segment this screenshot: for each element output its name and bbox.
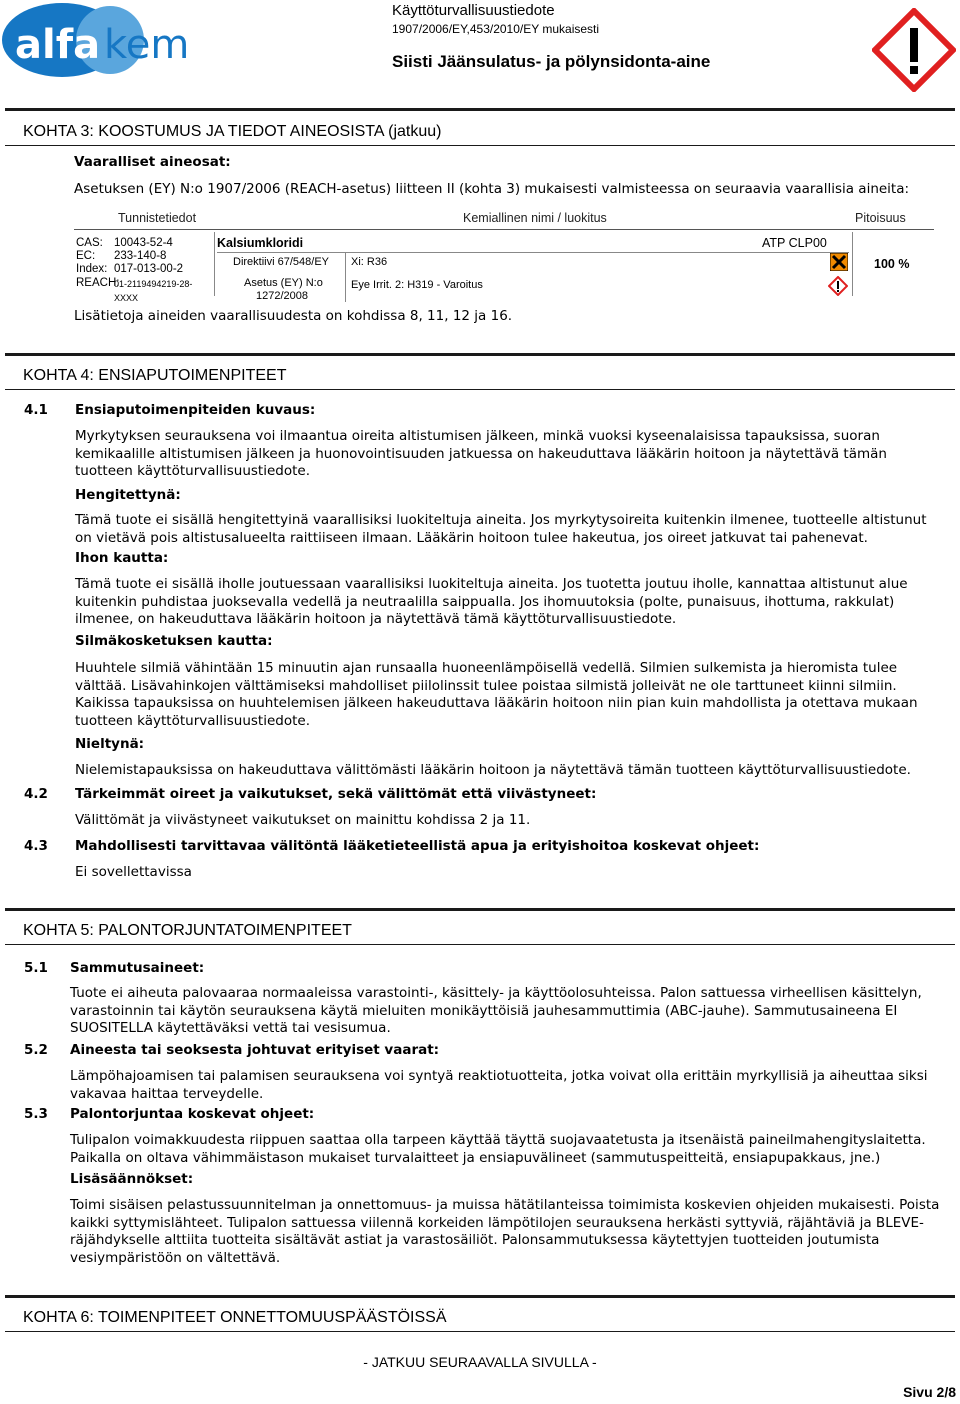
conc-divider: [852, 232, 853, 296]
xi-irritant-icon: [830, 253, 848, 271]
s52-text: Lämpöhajoamisen tai palamisen seurauksena voi syntyä reaktiotuotteita, jotka voivat olla erittäin myrkyllisiä ja aiheuttaa siksi vakavaa haittaa terveydelle.: [70, 1068, 928, 1102]
s43-number: 4.3: [24, 838, 48, 854]
eye-title: Silmäkosketuksen kautta:: [75, 633, 273, 649]
s41-intro: Myrkytyksen seurauksena voi ilmaantua oireita altistumisen jälkeen, minkä vuoksi kyseenalaisissa tapauksissa, suoran kemikaalille altistumisen jälkeen ja huonovointisuuden jatkuessa on hakeuduttava lääkärin hoitoon ja näytettävä tämän tuotteen käyttöturvallisuustiedote.: [75, 428, 887, 479]
header-regulation: 1907/2006/EY,453/2010/EY mukaisesti: [392, 22, 600, 36]
identifiers-box: [74, 232, 215, 303]
col-identifiers: Tunnistetiedot: [118, 211, 197, 225]
class-divider: [345, 252, 346, 302]
header-doc-title: Käyttöturvallisuustiedote: [392, 2, 555, 19]
s42-number: 4.2: [24, 786, 48, 802]
ec-value: 233-140-8: [114, 250, 167, 262]
concentration-value: 100 %: [874, 257, 910, 271]
cas-value: 10043-52-4: [114, 237, 173, 249]
s51-number: 5.1: [24, 960, 48, 976]
index-value: 017-013-00-2: [114, 263, 184, 275]
section3-footnote: Lisätietoja aineiden vaarallisuudesta on kohdissa 8, 11, 12 ja 16.: [74, 308, 513, 324]
skin-text: Tämä tuote ei sisällä iholle joutuessaan vaarallisiksi luokiteltuja aineita. Jos tuotetta joutuu iholle, kannattaa altistunut alue kuitenkin puhdistaa juoksevalla vedellä ja neutraalilla saippualla. Jos ihomuutoksia (polte, punaisuus, ihottuma, rakkulat) ilmenee, on hakeuduttava lääkärin hoitoon ja näytettävä tämä käyttöturvallisuustiedote.: [75, 576, 908, 627]
additional-title: Lisäsäännökset:: [70, 1171, 194, 1187]
clp-label-2: 1272/2008: [256, 290, 308, 302]
additional-text: Toimi sisäisen pelastussuunnitelman ja onnettomuus- ja muissa hätätilanteissa toimimista koskevien ohjeiden mukaisesti. Poista kaikki syttymislähteet. Tulipalon sattuessa viilennä korkeiden lämpötilojen seurauksena herkästi syttyviä, räjähtäviä ja BLEVE-räjähdykselle alttiita tuotteita sisältävät astiat ja varastosäiliöt. Palonsammutuksessa käytettyjen tuotteiden joutumista vesiympäristöön on vältettävä.: [70, 1197, 940, 1266]
eye-text: Huuhtele silmiä vähintään 15 minuutin ajan runsaalla huoneenlämpöisellä vedellä. Silmien sulkemista ja hieromista tulee välttää. Lisävahinkojen välttämiseksi mahdolliset piilolinssit tulee poistaa silmistä jolleivät ne ole tarttuneet kiinni silmiin. Kaikissa tapauksissa on huuhtelemisen jälkeen hakeuduttava lääkärin hoitoon niin pian kuin mahdollista ja otettava mukaan tuotteen käyttöturvallisuustiedote.: [75, 660, 918, 729]
substance-rule: [217, 252, 849, 253]
reach-value: 01-2119494219-28-XXXX: [114, 279, 193, 303]
col-concentration: Pitoisuus: [855, 211, 906, 225]
s51-text: Tuote ei aiheuta palovaaraa normaaleissa varastointi-, käsittely- ja käyttöolosuhteissa. Palon sattuessa virheellisen käsittelyn, varastoinnin tai käytön seurauksena käytä mieluiten monikäyttöisiä jauhesammuttimia (ABC-jauhe). Sammutusaineena EI SUOSITELLA käytettäväksi vettä tai vesisumua.: [70, 985, 922, 1036]
s52-number: 5.2: [24, 1042, 48, 1058]
clp-label-1: Asetus (EY) N:o: [244, 277, 323, 289]
directive-value: Xi: R36: [351, 256, 388, 268]
index-label: Index:: [76, 263, 108, 275]
table-top-rule: [74, 229, 934, 230]
s53-text: Tulipalon voimakkuudesta riippuen saattaa olla tarpeen käyttää täyttä suojavaatetusta ja itsenäistä paineilmahengityslaitetta. Paikalla on oltava vähimmäistason mukaiset turvalaitteet ja ensiapuvälineet (sammutuspeitteitä, ensiapupakkaus, jne.): [70, 1132, 926, 1166]
substance-name: Kalsiumkloridi: [217, 236, 304, 250]
section4-heading: KOHTA 4: ENSIAPUTOIMENPITEET: [5, 353, 955, 390]
s41-title: Ensiaputoimenpiteiden kuvaus:: [75, 402, 316, 418]
directive-label: Direktiivi 67/548/EY: [233, 256, 329, 268]
skin-title: Ihon kautta:: [75, 550, 169, 566]
section3-heading: KOHTA 3: KOOSTUMUS JA TIEDOT AINEOSISTA (jatkuu): [5, 108, 955, 146]
svg-text:kem: kem: [104, 22, 190, 68]
section5-heading: KOHTA 5: PALONTORJUNTATOIMENPITEET: [5, 908, 955, 945]
col-chemical-name: Kemiallinen nimi / luokitus: [463, 211, 607, 225]
s43-title: Mahdollisesti tarvittavaa välitöntä lääketieteellistä apua ja erityishoitoa koskevat ohjeet:: [75, 838, 760, 854]
ec-label: EC:: [76, 250, 96, 262]
company-logo: [0, 0, 200, 80]
ghs-exclamation-small-icon: [828, 276, 848, 296]
s53-title: Palontorjuntaa koskevat ohjeet:: [70, 1106, 315, 1122]
clp-value: Eye Irrit. 2: H319 - Varoitus: [351, 279, 483, 291]
inhalation-text: Tämä tuote ei sisällä hengitettyinä vaarallisiksi luokiteltuja aineita. Jos myrkytysoireita kuitenkin ilmenee, tuotteelle altistunut on vietävä pois altistusalueelta raittiiseen ilmaan. Lääkärin hoitoon tulee hakeutua, jos oireet jatkuvat tai pahenevat.: [75, 512, 927, 546]
s52-title: Aineesta tai seoksesta johtuvat erityiset vaarat:: [70, 1042, 440, 1058]
inhalation-title: Hengitettynä:: [75, 487, 181, 503]
atp-label: ATP CLP00: [762, 236, 827, 250]
section3-subheading: Vaaralliset aineosat:: [74, 154, 231, 170]
section3-intro: Asetuksen (EY) N:o 1907/2006 (REACH-asetus) liitteen II (kohta 3) mukaisesti valmisteessa on seuraavia vaarallisia aineita:: [74, 181, 910, 197]
s42-text: Välittömät ja viivästyneet vaikutukset on mainittu kohdissa 2 ja 11.: [75, 812, 531, 828]
svg-text:alfa: alfa: [15, 22, 101, 68]
footer-page-number: Sivu 2/8: [903, 1384, 956, 1400]
footer-continued: - JATKUU SEURAAVALLA SIVULLA -: [363, 1354, 597, 1370]
ghs-exclamation-icon: [872, 8, 956, 92]
header-product-name: Siisti Jäänsulatus- ja pölynsidonta-aine: [392, 52, 711, 71]
s43-text: Ei sovellettavissa: [75, 864, 192, 880]
ingestion-title: Nieltynä:: [75, 736, 145, 752]
cas-label: CAS:: [76, 237, 103, 249]
reach-label: REACH:: [76, 277, 120, 289]
s41-number: 4.1: [24, 402, 48, 418]
section6-heading: KOHTA 6: TOIMENPITEET ONNETTOMUUSPÄÄSTÖISSÄ: [5, 1295, 955, 1332]
s51-title: Sammutusaineet:: [70, 960, 205, 976]
s53-number: 5.3: [24, 1106, 48, 1122]
ingestion-text: Nielemistapauksissa on hakeuduttava välittömästi lääkärin hoitoon ja näytettävä tämän tuotteen käyttöturvallisuustiedote.: [75, 762, 911, 778]
s42-title: Tärkeimmät oireet ja vaikutukset, sekä välittömät että viivästyneet:: [75, 786, 597, 802]
